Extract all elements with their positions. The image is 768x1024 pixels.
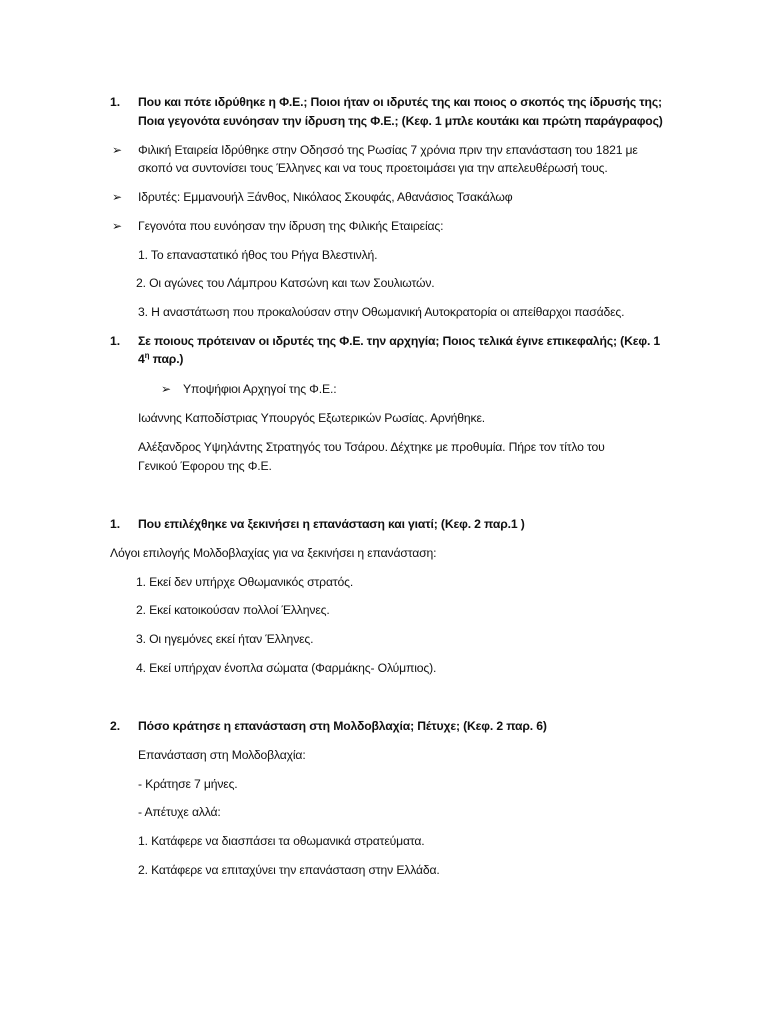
arrowhead-bullet-icon: ➢ xyxy=(161,382,172,396)
arrowhead-bullet-icon: ➢ xyxy=(112,219,123,233)
q3-reason1: 1. Εκεί δεν υπήρχε Οθωμανικός στρατός. xyxy=(136,575,354,589)
q3-heading: Που επιλέχθηκε να ξεκινήσει η επανάσταση και γιατί; (Κεφ. 2 παρ.1 ) xyxy=(138,517,525,531)
q1-bullet1-line2: σκοπό να συντονίσει τους Έλληνες και να τους προετοιμάσει για την απελευθέρωσή τους. xyxy=(138,161,608,175)
q4-number: 2. xyxy=(110,719,121,733)
q3-number: 1. xyxy=(110,517,121,531)
q2-heading-line1: Σε ποιους πρότειναν οι ιδρυτές της Φ.Ε. την αρχηγία; Ποιος τελικά έγινε επικεφαλής; (Κεφ. 1 xyxy=(138,334,661,348)
q4-intro: Επανάσταση στη Μολδοβλαχία: xyxy=(138,748,306,762)
q4-detail3: 1. Κατάφερε να διασπάσει τα οθωμανικά στρατεύματα. xyxy=(138,834,425,848)
q1-bullet3: Γεγονότα που ευνόησαν την ίδρυση της Φιλικής Εταιρείας: xyxy=(138,219,444,233)
q1-bullet1-line1: Φιλική Εταιρεία Ιδρύθηκε στην Οδησσό της Ρωσίας 7 χρόνια πριν την επανάσταση του 1821 με xyxy=(138,143,638,157)
q2-candidate2-line1: Αλέξανδρος Υψηλάντης Στρατηγός του Τσάρου. Δέχτηκε με προθυμία. Πήρε τον τίτλο του xyxy=(138,440,605,454)
arrowhead-bullet-icon: ➢ xyxy=(112,143,123,157)
q1-bullet2: Ιδρυτές: Εμμανουήλ Ξάνθος, Νικόλαος Σκουφάς, Αθανάσιος Τσακάλωφ xyxy=(138,190,513,204)
q1-event2: 2. Οι αγώνες του Λάμπρου Κατσώνη και των Σουλιωτών. xyxy=(136,276,435,290)
q2-bullet1: Υποψήφιοι Αρχηγοί της Φ.Ε.: xyxy=(183,382,337,396)
q2-number: 1. xyxy=(110,334,121,348)
q4-detail4: 2. Κατάφερε να επιταχύνει την επανάσταση στην Ελλάδα. xyxy=(138,863,440,877)
q3-reason2: 2. Εκεί κατοικούσαν πολλοί Έλληνες. xyxy=(136,603,330,617)
q3-reason4: 4. Εκεί υπήρχαν ένοπλα σώματα (Φαρμάκης- Ολύμπιος). xyxy=(136,661,437,675)
q1-heading-line1: Που και πότε ιδρύθηκε η Φ.Ε.; Ποιοι ήταν οι ιδρυτές της και ποιος ο σκοπός της ίδρυσής της; xyxy=(138,95,662,109)
q1-number: 1. xyxy=(110,95,121,109)
arrowhead-bullet-icon: ➢ xyxy=(112,190,123,204)
q4-detail1: - Κράτησε 7 μήνες. xyxy=(138,777,238,791)
q4-detail2: - Απέτυχε αλλά: xyxy=(138,805,221,819)
q1-heading-line2: Ποια γεγονότα ευνόησαν την ίδρυση της Φ.Ε.; (Κεφ. 1 μπλε κουτάκι και πρώτη παράγραφος) xyxy=(138,114,663,128)
q3-intro: Λόγοι επιλογής Μολδοβλαχίας για να ξεκινήσει η επανάσταση: xyxy=(110,546,437,560)
q3-reason3: 3. Οι ηγεμόνες εκεί ήταν Έλληνες. xyxy=(136,632,314,646)
q4-heading: Πόσο κράτησε η επανάσταση στη Μολδοβλαχία; Πέτυχε; (Κεφ. 2 παρ. 6) xyxy=(138,719,547,733)
q1-event3: 3. Η αναστάτωση που προκαλούσαν στην Οθωμανική Αυτοκρατορία οι απείθαρχοι πασάδες. xyxy=(138,305,625,319)
q2-heading-line2: $4^\eta$ παρ.) xyxy=(138,350,184,366)
q2-candidate1: Ιωάννης Καποδίστριας Υπουργός Εξωτερικών Ρωσίας. Αρνήθηκε. xyxy=(138,411,485,425)
q1-event1: 1. Το επαναστατικό ήθος του Ρήγα Βλεστινλή. xyxy=(138,248,378,262)
q2-candidate2-line2: Γενικού Έφορου της Φ.Ε. xyxy=(138,459,272,473)
